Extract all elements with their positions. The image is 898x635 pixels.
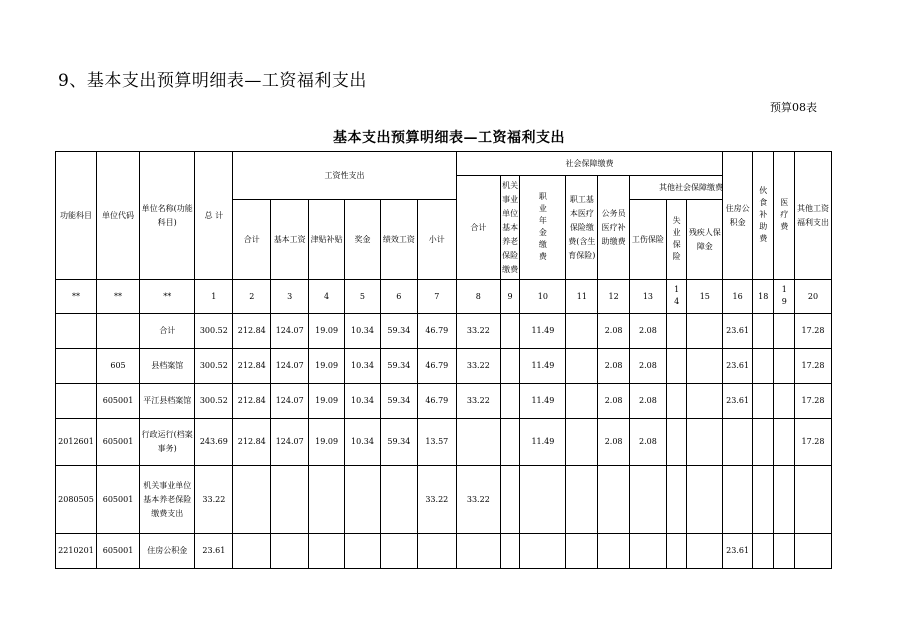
civil-medical-cell xyxy=(566,383,598,418)
bonus-cell xyxy=(345,534,381,569)
housing-cell xyxy=(723,418,753,465)
annuity-cell xyxy=(500,383,519,418)
allowance-cell xyxy=(309,534,345,569)
unit-name-cell: 平江县档案馆 xyxy=(140,383,195,418)
merit-wage-cell: 59.34 xyxy=(380,383,417,418)
func-subject-cell: 2012601 xyxy=(56,418,97,465)
table-row xyxy=(56,534,832,569)
injury-cell: 2.08 xyxy=(629,348,666,383)
index-cell: 7 xyxy=(417,280,456,314)
table-row xyxy=(56,466,832,534)
allowance-cell: 19.09 xyxy=(309,383,345,418)
header-unemployment: 失业保险 xyxy=(666,200,687,280)
unemployment-cell xyxy=(666,534,687,569)
func-subject-cell: 2080505 xyxy=(56,466,97,534)
pension-cell: 33.22 xyxy=(456,466,500,534)
pension-cell: 33.22 xyxy=(456,314,500,349)
injury-cell: 2.08 xyxy=(629,383,666,418)
unit-name-cell: 住房公积金 xyxy=(140,534,195,569)
header-basic-wage: 基本工资 xyxy=(271,200,309,280)
civil-medical-cell xyxy=(566,348,598,383)
header-unit-name: 单位名称(功能科目) xyxy=(140,152,195,280)
unit-code-cell xyxy=(97,314,140,349)
basic-wage-cell: 124.07 xyxy=(271,418,309,465)
pension-cell xyxy=(456,534,500,569)
index-cell: 6 xyxy=(380,280,417,314)
func-subject-cell xyxy=(56,348,97,383)
unit-code-cell: 605001 xyxy=(97,466,140,534)
header-injury: 工伤保险 xyxy=(629,200,666,280)
header-other-subtotal: 小计 xyxy=(417,200,456,280)
basic-wage-cell xyxy=(271,534,309,569)
other-subtotal-cell: 2.08 xyxy=(598,314,630,349)
header-med-fee: 医疗费 xyxy=(774,152,795,280)
annuity-cell xyxy=(500,534,519,569)
index-cell: 18 xyxy=(752,280,774,314)
header-wage-subtotal: 合计 xyxy=(233,200,271,280)
func-subject-cell: 2210201 xyxy=(56,534,97,569)
header-disabled: 残疾人保障金 xyxy=(687,200,723,280)
other-subtotal-cell: 2.08 xyxy=(598,348,630,383)
total-cell: 33.22 xyxy=(195,466,233,534)
unit-name-cell: 合计 xyxy=(140,314,195,349)
housing-cell: 23.61 xyxy=(723,534,753,569)
unit-name-cell: 县档案馆 xyxy=(140,348,195,383)
allowance-cell xyxy=(309,466,345,534)
wage-subtotal-cell: 212.84 xyxy=(233,314,271,349)
pension-cell: 33.22 xyxy=(456,383,500,418)
disabled-cell xyxy=(687,348,723,383)
total-cell: 23.61 xyxy=(195,534,233,569)
disabled-cell xyxy=(687,418,723,465)
index-cell: 14 xyxy=(666,280,687,314)
med-fee-cell xyxy=(774,466,795,534)
unit-code-cell: 605001 xyxy=(97,534,140,569)
unemployment-cell xyxy=(666,466,687,534)
unemployment-cell xyxy=(666,348,687,383)
header-allowance: 津贴补贴 xyxy=(309,200,345,280)
merit-wage-cell xyxy=(380,466,417,534)
other-subtotal-cell xyxy=(598,534,630,569)
unit-name-cell: 行政运行(档案事务) xyxy=(140,418,195,465)
housing-cell: 23.61 xyxy=(723,348,753,383)
header-annuity: 职业年金缴费 xyxy=(520,176,566,280)
header-func-subject: 功能科目 xyxy=(56,152,97,280)
social-subtotal-cell: 33.22 xyxy=(417,466,456,534)
index-cell: 4 xyxy=(309,280,345,314)
disabled-cell xyxy=(687,534,723,569)
header-unit-code: 单位代码 xyxy=(97,152,140,280)
meal-cell xyxy=(752,348,774,383)
header-medical: 职工基本医疗保险缴费(含生育保险) xyxy=(566,176,598,280)
medical-cell: 11.49 xyxy=(520,348,566,383)
merit-wage-cell: 59.34 xyxy=(380,348,417,383)
other-wage-cell: 17.28 xyxy=(794,383,831,418)
index-cell: 8 xyxy=(456,280,500,314)
header-social-subtotal: 合计 xyxy=(456,176,500,280)
header-pension: 机关事业单位基本养老保险缴费 xyxy=(500,176,519,280)
header-meal: 伙食补助费 xyxy=(752,152,774,280)
injury-cell: 2.08 xyxy=(629,314,666,349)
bonus-cell: 10.34 xyxy=(345,383,381,418)
table-row xyxy=(56,383,832,418)
annuity-cell xyxy=(500,418,519,465)
table-row xyxy=(56,418,832,465)
social-subtotal-cell: 46.79 xyxy=(417,314,456,349)
table-title: 基本支出预算明细表—工资福利支出 xyxy=(333,130,565,146)
medical-cell xyxy=(520,534,566,569)
merit-wage-cell: 59.34 xyxy=(380,418,417,465)
med-fee-cell xyxy=(774,418,795,465)
other-subtotal-cell: 2.08 xyxy=(598,383,630,418)
annuity-cell xyxy=(500,314,519,349)
medical-cell xyxy=(520,466,566,534)
index-cell: ** xyxy=(97,280,140,314)
allowance-cell: 19.09 xyxy=(309,348,345,383)
social-subtotal-cell xyxy=(417,534,456,569)
wage-subtotal-cell xyxy=(233,534,271,569)
header-social-group: 社会保障缴费 xyxy=(456,152,722,176)
index-cell: 20 xyxy=(794,280,831,314)
wage-subtotal-cell: 212.84 xyxy=(233,383,271,418)
bonus-cell: 10.34 xyxy=(345,348,381,383)
unit-name-cell: 机关事业单位基本养老保险缴费支出 xyxy=(140,466,195,534)
bonus-cell xyxy=(345,466,381,534)
index-cell: 3 xyxy=(271,280,309,314)
allowance-cell: 19.09 xyxy=(309,418,345,465)
merit-wage-cell: 59.34 xyxy=(380,314,417,349)
header-bonus: 奖金 xyxy=(345,200,381,280)
index-cell: 13 xyxy=(629,280,666,314)
total-cell: 300.52 xyxy=(195,314,233,349)
basic-wage-cell: 124.07 xyxy=(271,383,309,418)
total-cell: 243.69 xyxy=(195,418,233,465)
civil-medical-cell xyxy=(566,418,598,465)
unit-code-cell: 605 xyxy=(97,348,140,383)
index-cell: 15 xyxy=(687,280,723,314)
basic-wage-cell xyxy=(271,466,309,534)
total-cell: 300.52 xyxy=(195,348,233,383)
index-cell: 16 xyxy=(723,280,753,314)
medical-cell: 11.49 xyxy=(520,314,566,349)
index-cell: 9 xyxy=(500,280,519,314)
index-cell: 11 xyxy=(566,280,598,314)
wage-subtotal-cell: 212.84 xyxy=(233,348,271,383)
annuity-cell xyxy=(500,348,519,383)
basic-wage-cell: 124.07 xyxy=(271,314,309,349)
header-civil-medical: 公务员医疗补助缴费 xyxy=(598,176,630,280)
index-cell: 5 xyxy=(345,280,381,314)
injury-cell xyxy=(629,466,666,534)
index-cell: ** xyxy=(56,280,97,314)
pension-cell: 33.22 xyxy=(456,348,500,383)
annuity-cell xyxy=(500,466,519,534)
unemployment-cell xyxy=(666,383,687,418)
med-fee-cell xyxy=(774,534,795,569)
header-other-social-group: 其他社会保障缴费 xyxy=(629,176,752,200)
page-heading: 9、基本支出预算明细表—工资福利支出 xyxy=(58,71,367,91)
meal-cell xyxy=(752,534,774,569)
social-subtotal-cell: 13.57 xyxy=(417,418,456,465)
column-index-row xyxy=(56,280,832,314)
unit-code-cell: 605001 xyxy=(97,383,140,418)
index-cell: 19 xyxy=(774,280,795,314)
unit-code-cell: 605001 xyxy=(97,418,140,465)
social-subtotal-cell: 46.79 xyxy=(417,348,456,383)
header-merit-wage: 绩效工资 xyxy=(380,200,417,280)
total-cell: 300.52 xyxy=(195,383,233,418)
wage-subtotal-cell: 212.84 xyxy=(233,418,271,465)
meal-cell xyxy=(752,383,774,418)
func-subject-cell xyxy=(56,383,97,418)
table-row xyxy=(56,314,832,349)
meal-cell xyxy=(752,466,774,534)
index-cell: 10 xyxy=(520,280,566,314)
index-cell: 1 xyxy=(195,280,233,314)
injury-cell: 2.08 xyxy=(629,418,666,465)
medical-cell: 11.49 xyxy=(520,418,566,465)
other-wage-cell: 17.28 xyxy=(794,348,831,383)
disabled-cell xyxy=(687,466,723,534)
wage-welfare-budget-table xyxy=(55,151,832,569)
other-subtotal-cell xyxy=(598,466,630,534)
header-housing: 住房公积金 xyxy=(723,152,753,280)
bonus-cell: 10.34 xyxy=(345,314,381,349)
med-fee-cell xyxy=(774,348,795,383)
meal-cell xyxy=(752,314,774,349)
civil-medical-cell xyxy=(566,534,598,569)
merit-wage-cell xyxy=(380,534,417,569)
other-wage-cell xyxy=(794,466,831,534)
index-cell: 12 xyxy=(598,280,630,314)
unemployment-cell xyxy=(666,314,687,349)
civil-medical-cell xyxy=(566,314,598,349)
func-subject-cell xyxy=(56,314,97,349)
med-fee-cell xyxy=(774,314,795,349)
meal-cell xyxy=(752,418,774,465)
housing-cell xyxy=(723,466,753,534)
table-row xyxy=(56,348,832,383)
housing-cell: 23.61 xyxy=(723,383,753,418)
pension-cell xyxy=(456,418,500,465)
med-fee-cell xyxy=(774,383,795,418)
social-subtotal-cell: 46.79 xyxy=(417,383,456,418)
header-other-wage: 其他工资福利支出 xyxy=(794,152,831,280)
document-number: 预算08表 xyxy=(770,101,817,114)
housing-cell: 23.61 xyxy=(723,314,753,349)
medical-cell: 11.49 xyxy=(520,383,566,418)
index-cell: 2 xyxy=(233,280,271,314)
other-subtotal-cell: 2.08 xyxy=(598,418,630,465)
injury-cell xyxy=(629,534,666,569)
header-wage-group: 工资性支出 xyxy=(233,152,456,200)
unemployment-cell xyxy=(666,418,687,465)
wage-subtotal-cell xyxy=(233,466,271,534)
civil-medical-cell xyxy=(566,466,598,534)
other-wage-cell: 17.28 xyxy=(794,314,831,349)
other-wage-cell xyxy=(794,534,831,569)
disabled-cell xyxy=(687,314,723,349)
header-total: 总 计 xyxy=(195,152,233,280)
allowance-cell: 19.09 xyxy=(309,314,345,349)
disabled-cell xyxy=(687,383,723,418)
index-cell: ** xyxy=(140,280,195,314)
other-wage-cell: 17.28 xyxy=(794,418,831,465)
basic-wage-cell: 124.07 xyxy=(271,348,309,383)
bonus-cell: 10.34 xyxy=(345,418,381,465)
